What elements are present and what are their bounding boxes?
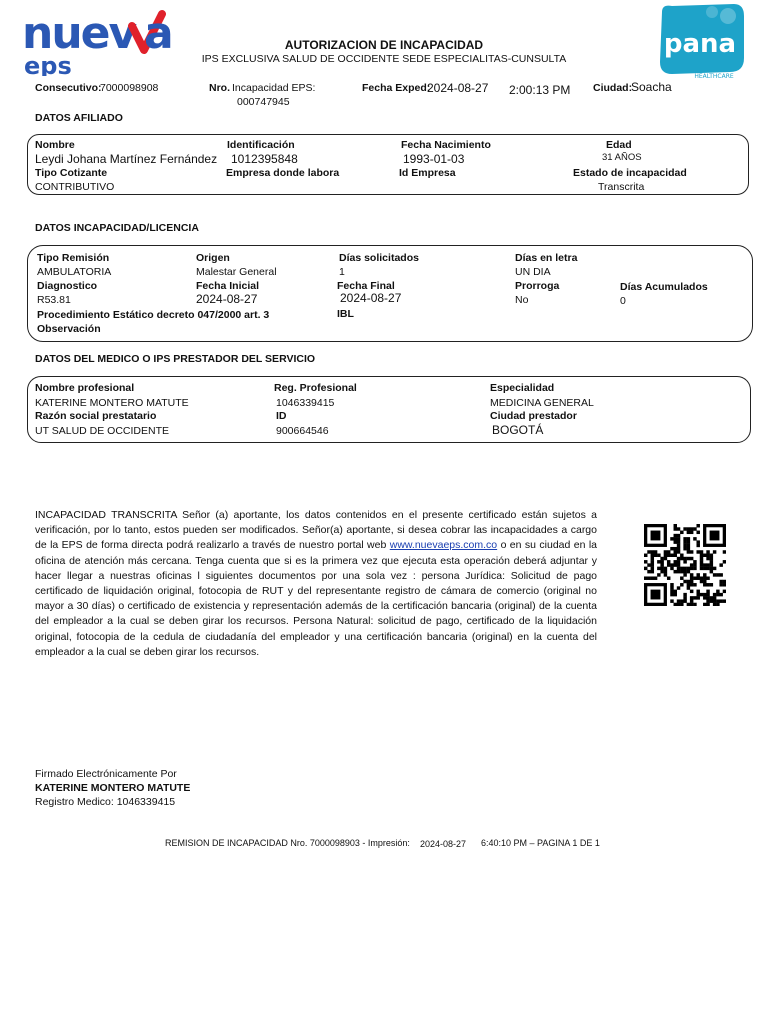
razon-social-value: UT SALUD DE OCCIDENTE <box>35 425 169 437</box>
fecha-inicial-label: Fecha Inicial <box>196 280 260 292</box>
procedimiento-label: Procedimiento Estático decreto 047/2000 art. 3 <box>37 309 270 321</box>
id-value: 900664546 <box>276 425 329 437</box>
fecha-exped-value: 2024-08-27 <box>427 81 489 95</box>
section-title-afiliado: DATOS AFILIADO <box>35 112 123 124</box>
nro-label: Nro. <box>209 82 230 94</box>
estado-incapacidad-value: Transcrita <box>598 181 645 193</box>
nuevaeps-portal-link[interactable]: www.nuevaeps.com.co <box>389 539 498 552</box>
svg-text:HEALTHCARE: HEALTHCARE <box>694 73 734 80</box>
prorroga-label: Prorroga <box>515 280 560 292</box>
identificacion-label: Identificación <box>227 139 295 151</box>
footer-hora-pagina: 6:40:10 PM – PAGINA 1 DE 1 <box>481 838 600 848</box>
prorroga-value: No <box>515 294 529 306</box>
ciudad-prestador-value: BOGOTÁ <box>492 423 544 437</box>
ciudad-prestador-label: Ciudad prestador <box>490 410 577 422</box>
fecha-inicial-value: 2024-08-27 <box>196 292 258 306</box>
ciudad-label: Ciudad: <box>593 82 633 94</box>
ibl-label: IBL <box>337 308 354 320</box>
nombre-profesional-label: Nombre profesional <box>35 382 135 394</box>
identificacion-value: 1012395848 <box>231 152 298 166</box>
fecha-final-label: Fecha Final <box>337 280 395 292</box>
edad-label: Edad <box>606 139 632 151</box>
especialidad-value: MEDICINA GENERAL <box>490 397 594 409</box>
origen-label: Origen <box>196 252 230 264</box>
fecha-nacimiento-value: 1993-01-03 <box>403 152 465 166</box>
nro-value: 000747945 <box>237 96 290 108</box>
consecutivo-label: Consecutivo: <box>35 82 102 94</box>
section-title-incapacidad: DATOS INCAPACIDAD/LICENCIA <box>35 222 199 234</box>
edad-value: 31 AÑOS <box>602 152 642 163</box>
notice-text-part2: o en su ciudad en la oficina de atención más cercana. Tenga cuenta que si es la primera vez que ejecuta esta operación deberá adjuntar y hacer llegar a nuestras oficinas l siguientes documentos por una sola vez : persona Jurídica: Solicitud de pago certificado de liquidación original, fotocopia de RUT y del representante registro de cámara de comercio (original no mayor a 30 días) o certificado de existencia y representación además de la certificación bancaria (original) de la cuenta del empleador a la cual se deben girar los recursos. Persona Natural: solicitud de pago, certificado de la liquidación original, fotocopia de la cedula de ciudadanía del empleador y una certificación bancaria (original) en la cuenta del empleador a la cual se deben girar los recursos. <box>35 539 598 658</box>
svg-text:nuev: nuev <box>22 8 136 59</box>
razon-social-label: Razón social prestatario <box>35 410 157 422</box>
tipo-remision-value: AMBULATORIA <box>37 266 112 278</box>
ciudad-value: Soacha <box>631 80 672 94</box>
fecha-nacimiento-label: Fecha Nacimiento <box>401 139 491 151</box>
qr-code <box>644 524 726 606</box>
firma-line1: Firmado Electrónicamente Por <box>35 768 177 780</box>
diagnostico-value: R53.81 <box>37 294 71 306</box>
tipo-remision-label: Tipo Remisión <box>37 252 110 264</box>
diagnostico-label: Diagnostico <box>37 280 98 292</box>
dias-solicitados-label: Días solicitados <box>339 252 419 264</box>
dias-acumulados-label: Días Acumulados <box>620 281 708 293</box>
notice-paragraph <box>35 508 597 660</box>
nro-text: Incapacidad EPS: <box>232 82 316 94</box>
nombre-profesional-value: KATERINE MONTERO MATUTE <box>35 397 189 409</box>
tipo-cotizante-label: Tipo Cotizante <box>35 167 108 179</box>
firma-registro: Registro Medico: 1046339415 <box>35 796 176 808</box>
firma-name: KATERINE MONTERO MATUTE <box>35 782 191 794</box>
dias-letra-label: Días en letra <box>515 252 578 264</box>
empresa-label: Empresa donde labora <box>226 167 340 179</box>
reg-profesional-label: Reg. Profesional <box>274 382 357 394</box>
observacion-label: Observación <box>37 323 101 335</box>
especialidad-label: Especialidad <box>490 382 555 394</box>
nombre-label: Nombre <box>35 139 75 151</box>
consecutivo-value: 7000098908 <box>100 82 159 94</box>
footer-text: REMISION DE INCAPACIDAD Nro. 7000098903 - Impresión: <box>165 838 410 848</box>
dias-acumulados-value: 0 <box>620 295 626 307</box>
id-label: ID <box>276 410 287 422</box>
estado-incapacidad-label: Estado de incapacidad <box>573 167 687 179</box>
hora-exped-value: 2:00:13 PM <box>509 83 571 97</box>
nombre-value: Leydi Johana Martínez Fernández <box>35 152 218 166</box>
dias-solicitados-value: 1 <box>339 266 345 278</box>
origen-value: Malestar General <box>196 266 277 278</box>
svg-text:eps: eps <box>24 52 72 76</box>
dias-letra-value: UN DIA <box>515 266 551 278</box>
id-empresa-label: Id Empresa <box>399 167 456 179</box>
svg-text:pana: pana <box>663 29 737 59</box>
fecha-exped-label: Fecha Exped: <box>362 82 431 94</box>
tipo-cotizante-value: CONTRIBUTIVO <box>35 181 115 193</box>
svg-text:a: a <box>144 8 174 59</box>
notice-text-part1: INCAPACIDAD TRANSCRITA Señor (a) aportante, los datos contenidos en el presente certificado están sujetos a verificación, por lo tanto, estos pueden ser modificados. Señor(a) aportante, si desea cobrar las incapacidades a cargo de la EPS de forma directa podrá realizarlo a través de nuestro portal web <box>35 509 597 552</box>
footer-fecha: 2024-08-27 <box>420 839 467 849</box>
fecha-final-value: 2024-08-27 <box>340 291 402 305</box>
document-title: AUTORIZACION DE INCAPACIDAD <box>284 38 484 52</box>
section-title-medico: DATOS DEL MEDICO O IPS PRESTADOR DEL SERVICIO <box>35 353 316 365</box>
reg-profesional-value: 1046339415 <box>276 397 335 409</box>
qr-code-graphic <box>644 524 726 606</box>
document-subtitle: IPS EXCLUSIVA SALUD DE OCCIDENTE SEDE ESPECIALITAS-CUNSULTA <box>201 53 567 65</box>
